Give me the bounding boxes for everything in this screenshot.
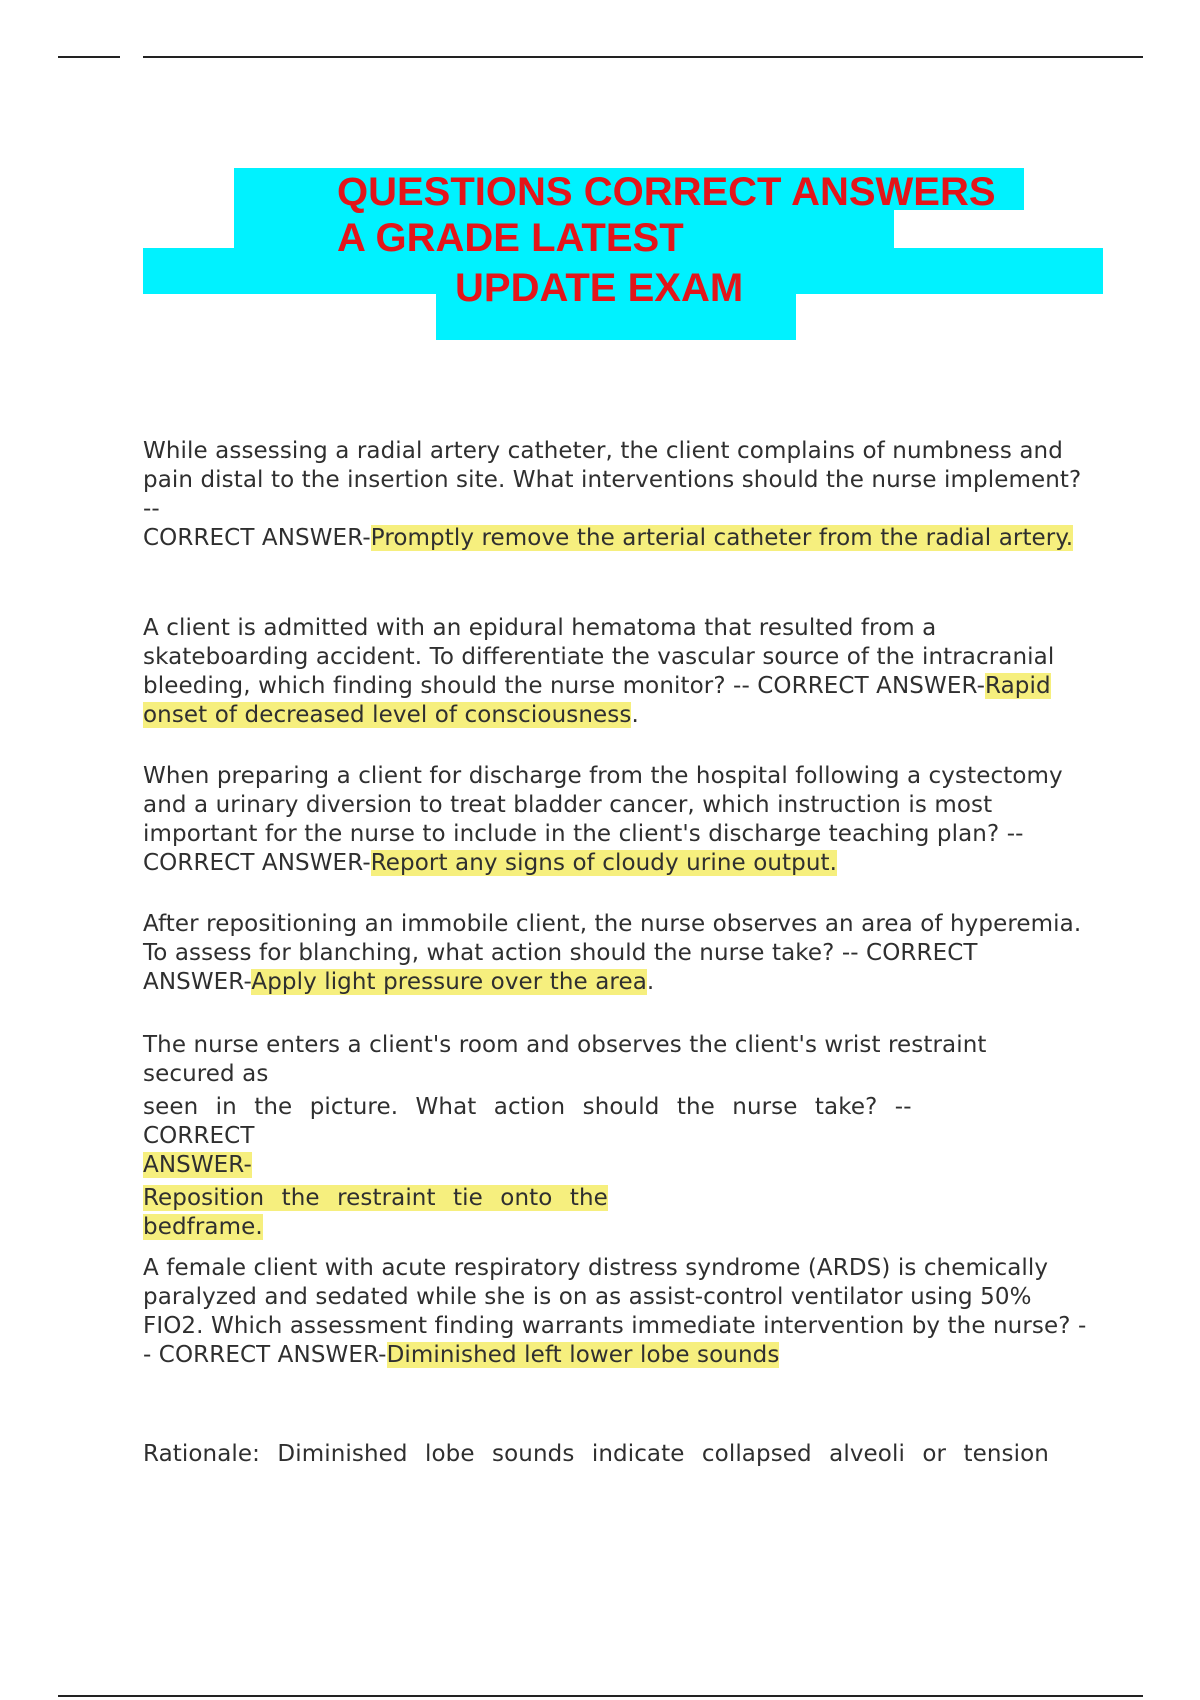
qa-item-6 xyxy=(143,1254,1093,1370)
question-text: A female client with acute respiratory distress syndrome (ARDS) is chemically paralyzed and sedated while she is on as assist-control ventilator using 50% FIO2. Which assessment finding warrants immediate intervention by the nurse? -- CORRECT ANSWER- xyxy=(143,1255,1087,1368)
qa-item-4 xyxy=(143,910,1093,997)
qa-item-5 xyxy=(143,1031,1023,1242)
qa-item-2 xyxy=(143,614,1093,730)
answer-highlight: Rapid onset of decreased level of consciousness xyxy=(143,673,1051,728)
question-text-line-2: seen in the picture. What action should the nurse take? -- CORRECT xyxy=(143,1094,912,1149)
answer-prefix: CORRECT ANSWER- xyxy=(143,525,371,551)
question-text: While assessing a radial artery catheter, the client complains of numbness and pain distal to the insertion site. What interventions should the nurse implement? -- xyxy=(143,438,1082,522)
answer-highlight: Diminished left lower lobe sounds xyxy=(386,1342,780,1368)
question-text: After repositioning an immobile client, the nurse observes an area of hyperemia. To assess for blanching, what action should the nurse take? -- CORRECT ANSWER- xyxy=(143,911,1082,995)
answer-highlight: Report any signs of cloudy urine output. xyxy=(370,850,838,876)
answer-highlight-line-1: Reposition the restraint tie onto the xyxy=(143,1185,608,1211)
rationale-text: Rationale: Diminished lobe sounds indicate collapsed alveoli or tension xyxy=(143,1441,1049,1467)
title-line-3: UPDATE EXAM xyxy=(455,266,744,310)
question-text-line-1: The nurse enters a client's room and observes the client's wrist restraint secured as xyxy=(143,1032,987,1087)
bottom-rule xyxy=(58,1695,1143,1697)
answer-prefix: ANSWER- xyxy=(143,1152,252,1178)
top-rule-long xyxy=(143,56,1143,58)
answer-highlight: Promptly remove the arterial catheter from the radial artery. xyxy=(370,525,1074,551)
title-line-2: A GRADE LATEST xyxy=(337,216,684,260)
question-text: A client is admitted with an epidural hematoma that resulted from a skateboarding accident. To differentiate the vascular source of the intracranial bleeding, which finding should the nurse monitor? -- CORRECT ANSWER- xyxy=(143,615,1055,699)
answer-suffix: . xyxy=(631,702,639,728)
title-line-1: QUESTIONS CORRECT ANSWERS xyxy=(337,170,996,214)
top-rule-short xyxy=(58,56,120,58)
question-text: When preparing a client for discharge from the hospital following a cystectomy and a urinary diversion to treat bladder cancer, which instruction is most important for the nurse to include in the client's discharge teaching plan? -- CORRECT ANSWER- xyxy=(143,763,1063,876)
qa-item-3 xyxy=(143,762,1093,878)
answer-suffix: . xyxy=(646,969,655,995)
answer-highlight-line-2: bedframe. xyxy=(143,1214,263,1240)
qa-item-1 xyxy=(143,437,1093,553)
answer-highlight: Apply light pressure over the area xyxy=(251,969,647,995)
